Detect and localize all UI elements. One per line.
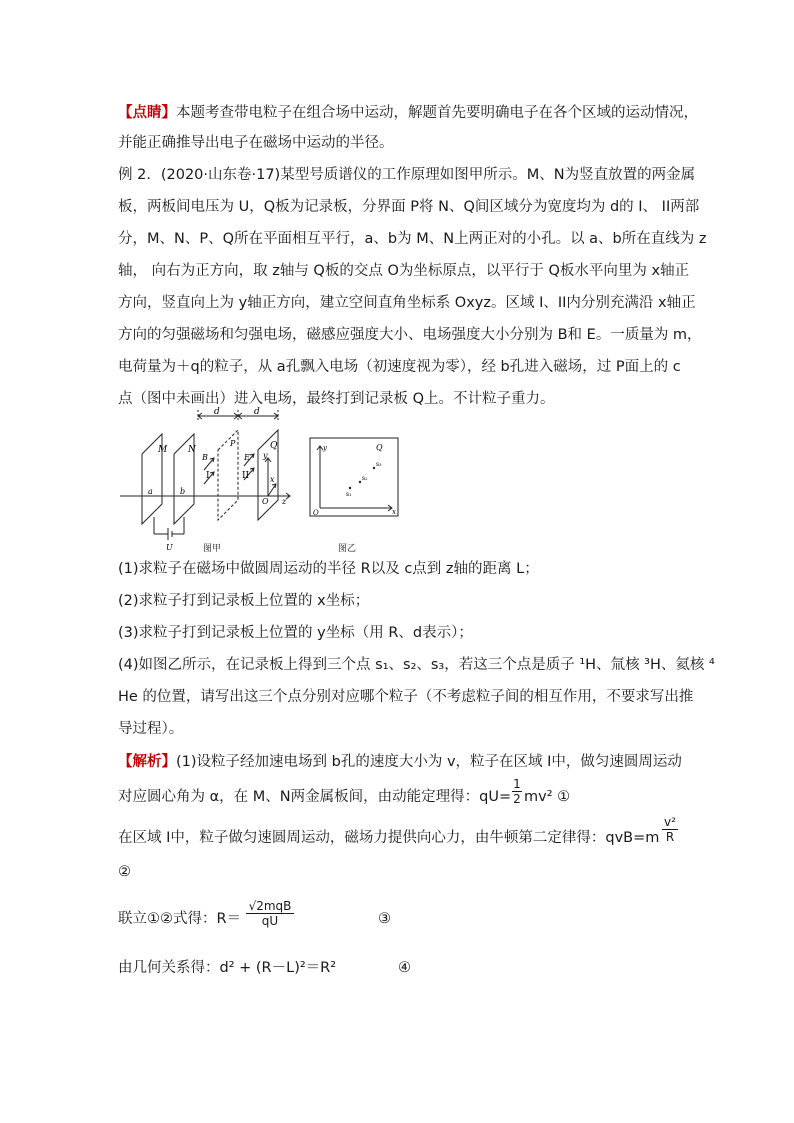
jiexi-line-6: 由几何关系得：d² + (R－L)²＝R² [118,960,337,976]
label-B: B [202,453,208,462]
label-d1: d [214,407,220,417]
fraction-radius [246,899,294,928]
question-2: (2)求粒子打到记录板上位置的 x坐标； [118,593,370,609]
question-4: (4)如图乙所示，在记录板上得到三个点 s₁、s₂、s₃，若这三个点是质子 ¹H、氚核 ³H、氦核 ⁴ [118,657,715,673]
figure-jia [118,404,296,554]
label-O-yi: O [313,509,319,517]
question-4-end: 导过程）。 [118,721,184,737]
label-y: y [263,451,268,460]
label-M: M [158,445,168,455]
label-x-yi: x [392,508,396,516]
label-N: N [188,445,196,455]
example-line: 板，两板间电压为 U，Q板为记录板，分界面 P将 N、Q间区域分为宽度均为 d的 I、 II两部 [118,199,700,215]
dianjing-text-1: 本题考查带电粒子在组合场中运动，解题首先要明确电子在各个区域的运动情况， [176,105,698,121]
label-E: E [244,453,250,462]
label-b: b [180,487,186,496]
jiexi-text-5: 联立①②式得：R＝ [118,911,242,927]
label-x: x [270,475,275,484]
example-line: 方向，竖直向上为 y轴正方向，建立空间直角坐标系 Oxyz。区域 I、II内分别充满沿 x轴正 [118,295,696,311]
point-s2 [359,481,361,483]
label-O: O [262,497,269,506]
label-U: U [166,543,173,552]
fraction-r-den: R [662,829,678,844]
label-y-yi: y [323,444,327,452]
jiexi-text-2-tail: mv² ① [524,789,571,805]
fraction-v2-r [662,815,678,844]
example-line: 例 2．(2020·山东卷·17)某型号质谱仪的工作原理如图甲所示。M、N为竖直放置的两金属 [118,167,696,183]
dianjing-line-2: 并能正确推导出电子在磁场中运动的半径。 [118,135,394,151]
jiexi-line-2 [118,787,511,807]
example-line: 轴， 向右为正方向，取 z轴与 Q板的交点 O为坐标原点，以平行于 Q板水平向里为 x轴正 [118,263,690,279]
point-s1 [349,487,351,489]
question-3: (3)求粒子打到记录板上位置的 y坐标（用 R、d表示）； [118,625,473,641]
equation-mark-4: ④ [398,960,411,976]
question-4-cont: He 的位置，请写出这三个点分别对应哪个粒子（不考虑粒子间的相互作用，不要求写出推 [118,689,694,705]
label-region-II: II [242,471,250,481]
fraction-half-num: 1 [513,777,521,791]
jiexi-text-1: (1)设粒子经加速电场到 b孔的速度大小为 v，粒子在区域 I中，做匀速圆周运动 [176,754,682,770]
jiexi-line-1 [118,752,682,772]
label-d2: d [254,407,260,417]
equation-mark-3: ③ [378,911,391,927]
label-region-I: I [206,471,210,481]
dianjing-line-1 [118,103,698,123]
jiexi-line-5 [118,909,241,929]
fraction-v2-num: v² [664,815,676,829]
dianjing-tag: 【点睛】 [118,105,176,121]
jiexi-line-3 [118,828,659,848]
point-s3 [373,467,375,469]
fraction-radius-num: √2mqB [248,899,292,913]
figure-yi [308,436,404,520]
example-line: 点（图中未画出）进入电场，最终打到记录板 Q上。不计粒子重力。 [118,391,555,407]
figure-jia-caption: 图甲 [203,544,222,554]
label-s3: s₃ [376,461,382,468]
jiexi-tag: 【解析】 [118,754,176,770]
question-1: (1)求粒子在磁场中做圆周运动的半径 R以及 c点到 z轴的距离 L； [118,561,539,577]
jiexi-text-2: 对应圆心角为 α，在 M、N两金属板间，由动能定理得：qU= [118,789,512,805]
example-line: 方向的匀强磁场和匀强电场，磁感应强度大小、电场强度大小分别为 B和 E。一质量为 m， [118,327,702,343]
label-a: a [148,487,153,496]
example-line: 电荷量为＋q的粒子，从 a孔飘入电场（初速度视为零），经 b孔进入磁场，过 P面上的 c [118,359,681,375]
label-z: z [282,497,287,506]
label-Q: Q [270,441,278,451]
label-s2: s₂ [362,475,368,482]
fraction-radius-den: qU [246,913,294,928]
fraction-half [512,777,522,806]
fraction-half-den: 2 [513,792,521,806]
label-P: P [230,439,236,448]
figure-yi-caption: 图乙 [338,544,357,554]
jiexi-text-3: 在区域 I中，粒子做匀速圆周运动，磁场力提供向心力，由牛顿第二定律得：qvB=m [118,830,660,846]
example-line: 分，M、N、P、Q所在平面相互平行，a、b为 M、N上两正对的小孔。以 a、b所在直线为 z [118,231,707,247]
jiexi-line-4: ② [118,864,131,880]
label-s1: s₁ [346,491,352,498]
label-Q-yi: Q [376,443,383,452]
